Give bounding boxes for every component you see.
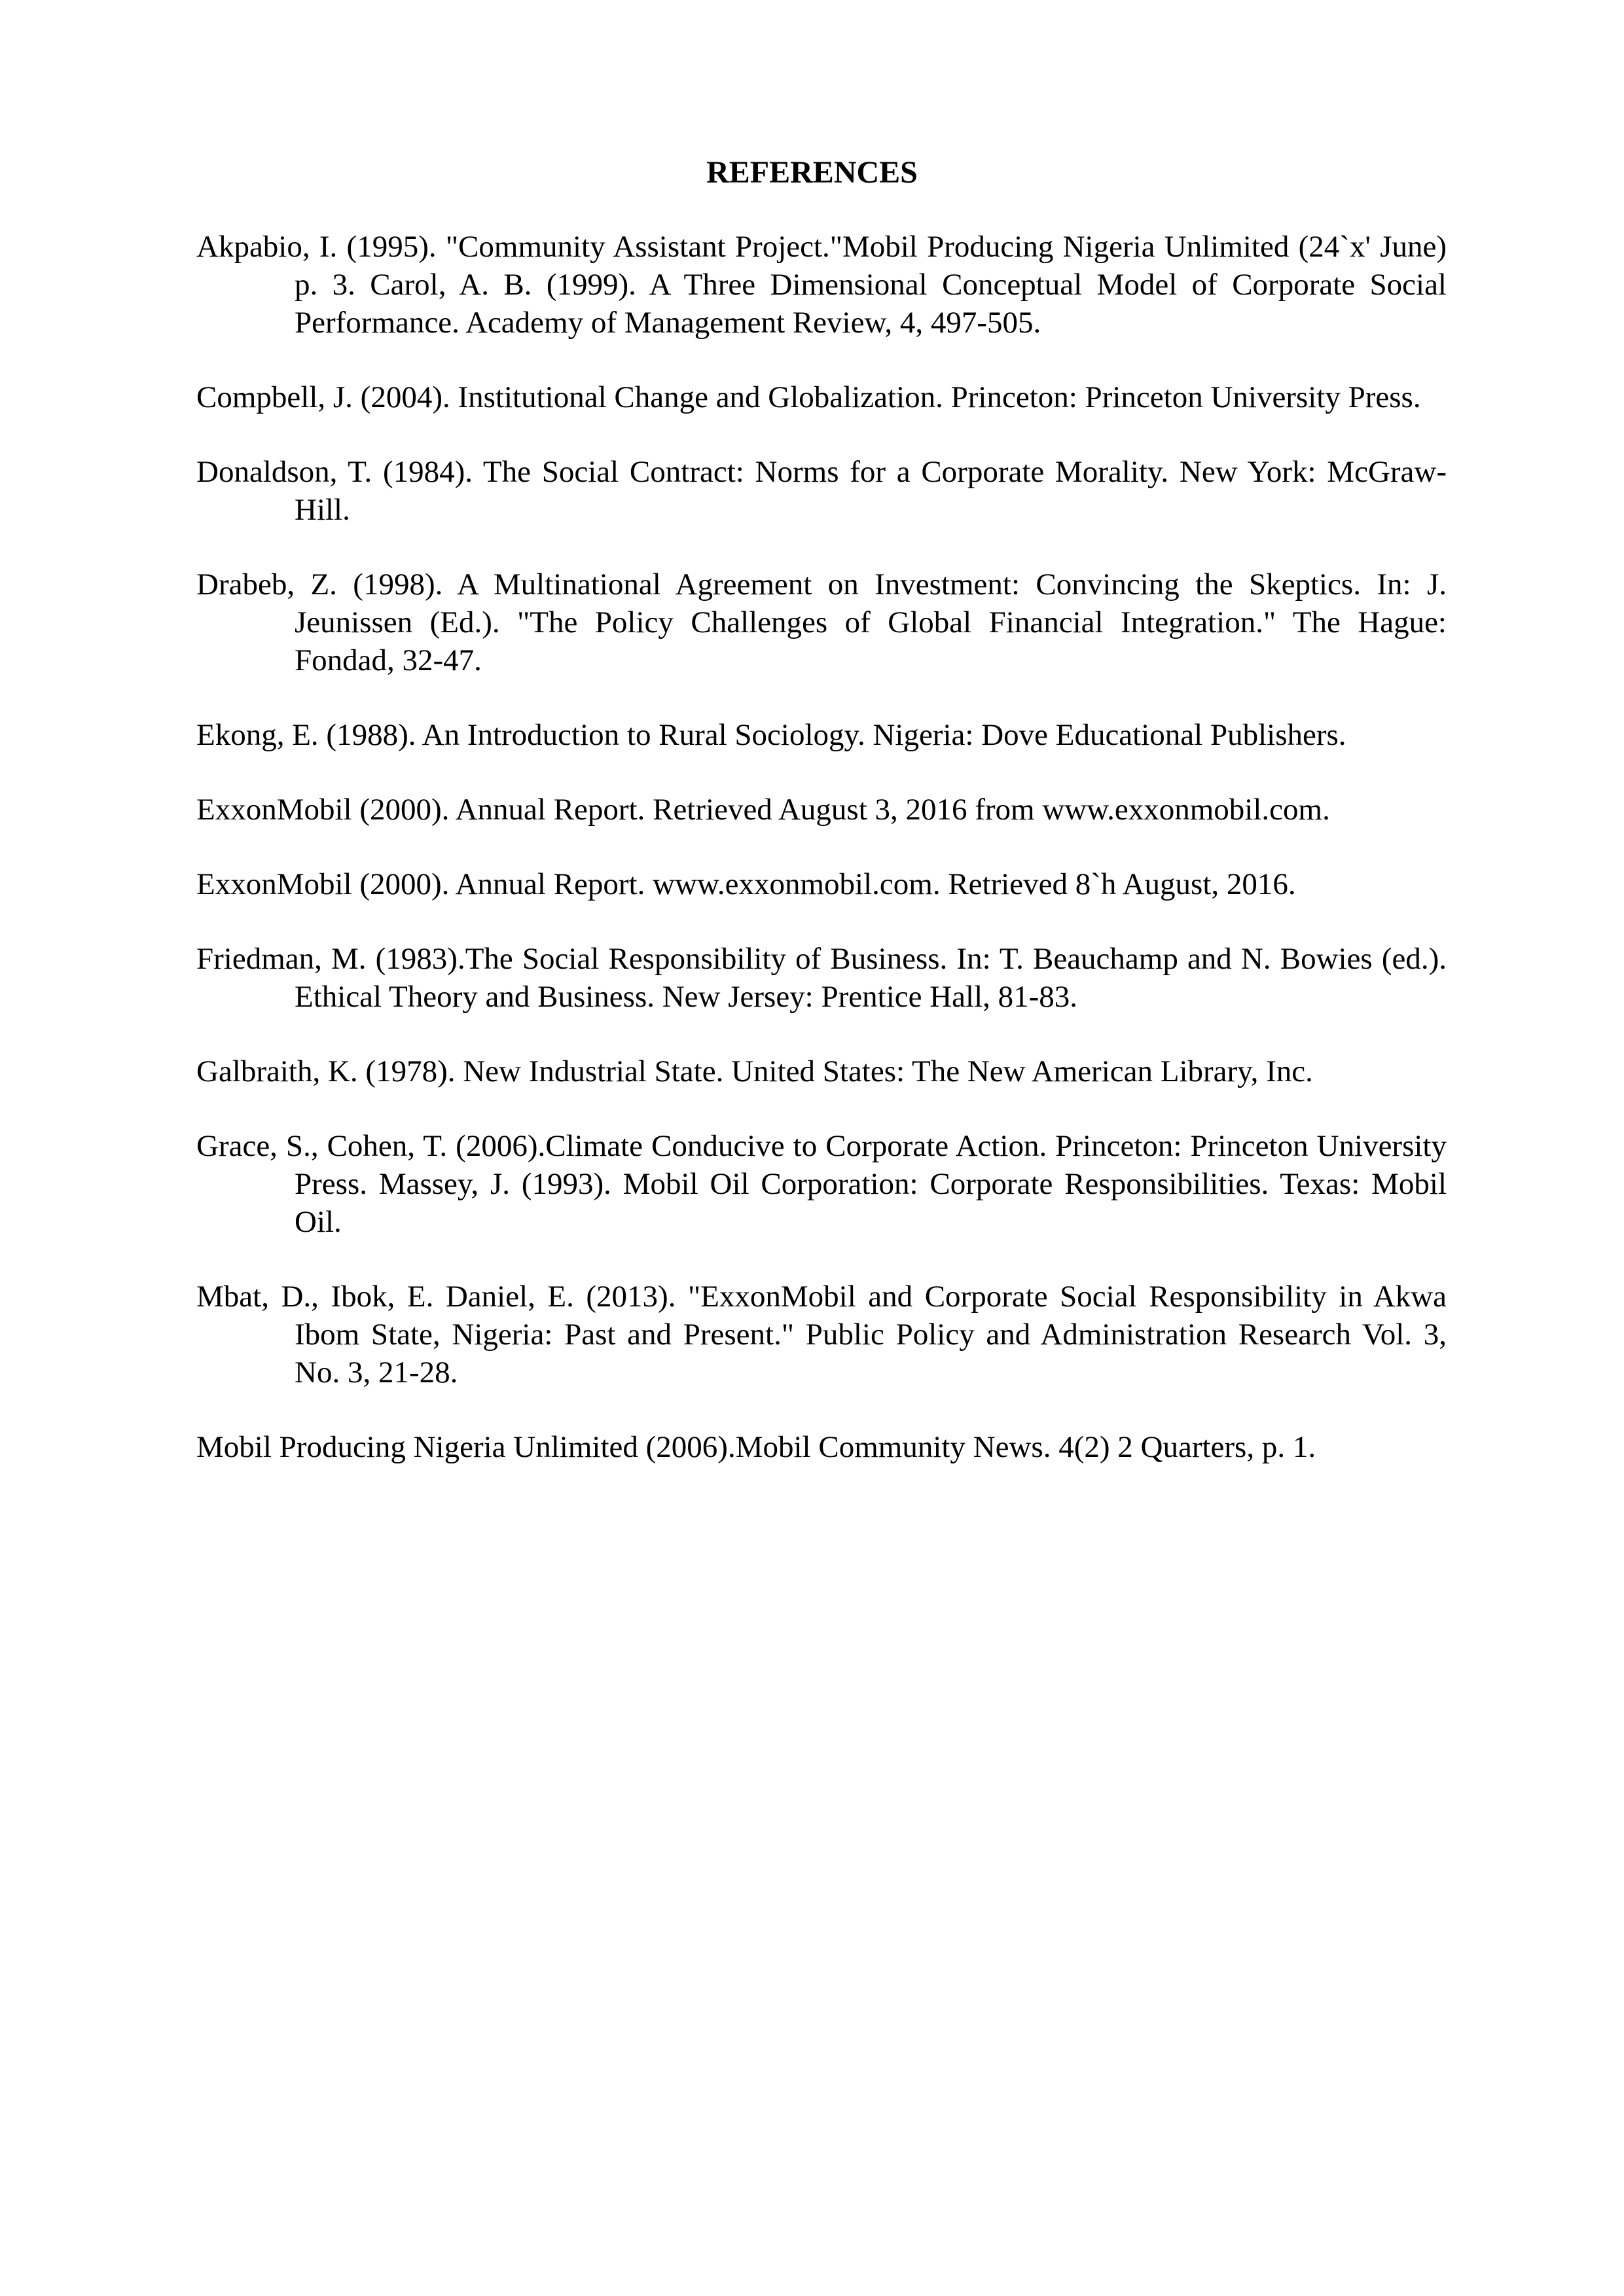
reference-item: Galbraith, K. (1978). New Industrial State. United States: The New American Library, Inc.	[196, 1054, 1313, 1088]
reference-item: Drabeb, Z. (1998). A Multinational Agreement on Investment: Convincing the Skeptics. In: J. Jeunissen (Ed.). "The Policy Challenges of Global Financial Integration." The Hague: Fondad, 32-47.	[196, 567, 1447, 677]
reference-list	[196, 228, 1447, 1503]
reference-item: Ekong, E. (1988). An Introduction to Rural Sociology. Nigeria: Dove Educational Publishers.	[196, 718, 1346, 752]
reference-item: Grace, S., Cohen, T. (2006).Climate Conducive to Corporate Action. Princeton: Princeton University Press. Massey, J. (1993). Mobil Oil Corporation: Corporate Responsibilities. Texas: Mobil Oil.	[196, 1129, 1447, 1239]
reference-item: Mbat, D., Ibok, E. Daniel, E. (2013). "ExxonMobil and Corporate Social Responsibility in Akwa Ibom State, Nigeria: Past and Present." Public Policy and Administration Research Vol. 3, No. 3, 21-28.	[196, 1280, 1447, 1390]
reference-item: ExxonMobil (2000). Annual Report. www.exxonmobil.com. Retrieved 8`h August, 2016.	[196, 867, 1296, 901]
reference-item: ExxonMobil (2000). Annual Report. Retrieved August 3, 2016 from www.exxonmobil.com.	[196, 793, 1330, 827]
reference-item: Donaldson, T. (1984). The Social Contract: Norms for a Corporate Morality. New York: McGraw-Hill.	[196, 455, 1447, 527]
reference-item: Compbell, J. (2004). Institutional Change and Globalization. Princeton: Princeton University Press.	[196, 380, 1421, 414]
reference-item: Mobil Producing Nigeria Unlimited (2006).Mobil Community News. 4(2) 2 Quarters, p. 1.	[196, 1430, 1316, 1464]
page-title: REFERENCES	[706, 155, 918, 190]
reference-item: Akpabio, I. (1995). "Community Assistant Project."Mobil Producing Nigeria Unlimited (24`x' June) p. 3. Carol, A. B. (1999). A Three Dimensional Conceptual Model of Corporate Social Performance. Academy of Management Review, 4, 497-505.	[196, 230, 1447, 340]
reference-item: Friedman, M. (1983).The Social Responsibility of Business. In: T. Beauchamp and N. Bowies (ed.). Ethical Theory and Business. New Jersey: Prentice Hall, 81-83.	[196, 942, 1447, 1014]
